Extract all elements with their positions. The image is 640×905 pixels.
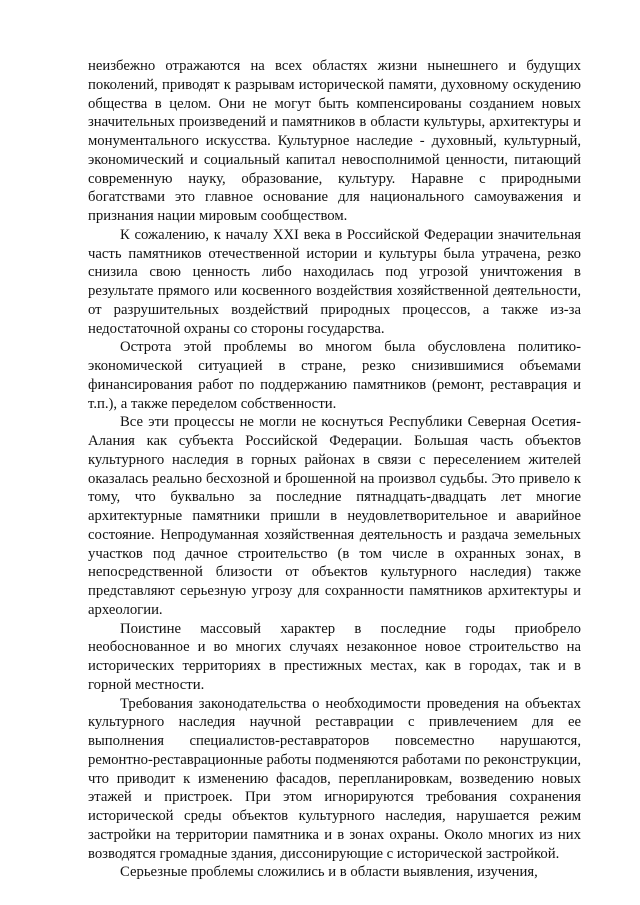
paragraph: Требования законодательства о необходимости проведения на объектах культурного наследия научной реставрации с привлечением для ее выполнения специалистов-реставраторов повсеместно нарушаются, ремонтно-реставрационные работы подменяются работами по реконструкции, что приводит к изменению фасадов, перепланировкам, возведению новых этажей и пристроек. При этом игнорируются требования сохранения исторической среды объектов культурного наследия, нарушается режим застройки на территории памятника и в зонах охраны. Около многих из них возводятся громадные здания, диссонирующие с исторической застройкой. <box>88 695 581 862</box>
body-text <box>88 57 581 882</box>
paragraph: Поистине массовый характер в последние годы приобрело необоснованное и во многих случаях незаконное новое строительство на исторических территориях в престижных местах, как в городах, так и в горной местности. <box>88 620 581 693</box>
paragraph: Все эти процессы не могли не коснуться Республики Северная Осетия-Алания как субъекта Российской Федерации. Большая часть объектов культурного наследия в горных районах в связи с переселением жителей оказалась реально бесхозной и брошенной на произвол судьбы. Это привело к тому, что буквально за последние пятнадцать-двадцать лет многие архитектурные памятники пришли в неудовлетворительное и аварийное состояние. Непродуманная хозяйственная деятельность и раздача земельных участков под дачное строительство (в том числе в охранных зонах, в непосредственной близости от объектов культурного наследия) также представляют серьезную угрозу для сохранности памятников архитектуры и археологии. <box>88 414 581 618</box>
paragraph-truncated: Серьезные проблемы сложились и в области выявления, изучения, <box>120 864 538 881</box>
paragraph: К сожалению, к началу XXI века в Российской Федерации значительная часть памятников отечественной истории и культуры была утрачена, резко снизила свою ценность либо находилась под угрозой уничтожения в результате прямого или косвенного воздействия хозяйственной деятельности, от разрушительных воздействий природных процессов, а также из-за недостаточной охраны со стороны государства. <box>88 226 581 337</box>
paragraph-continued: неизбежно отражаются на всех областях жизни нынешнего и будущих поколений, приводят к разрывам исторической памяти, духовному оскудению общества в целом. Они не могут быть компенсированы созданием новых значительных произведений и памятников в области культуры, архитектуры и монументального искусства. Культурное наследие - духовный, культурный, экономический и социальный капитал невосполнимой ценности, питающий современную науку, образование, культуру. Наравне с природными богатствами это главное основание для национального самоуважения и признания нации мировым сообществом. <box>88 58 581 224</box>
paragraph: Острота этой проблемы во многом была обусловлена политико-экономической ситуацией в стране, резко снизившимися объемами финансирования работ по поддержанию памятников (ремонт, реставрация и т.п.), а также переделом собственности. <box>88 339 581 412</box>
